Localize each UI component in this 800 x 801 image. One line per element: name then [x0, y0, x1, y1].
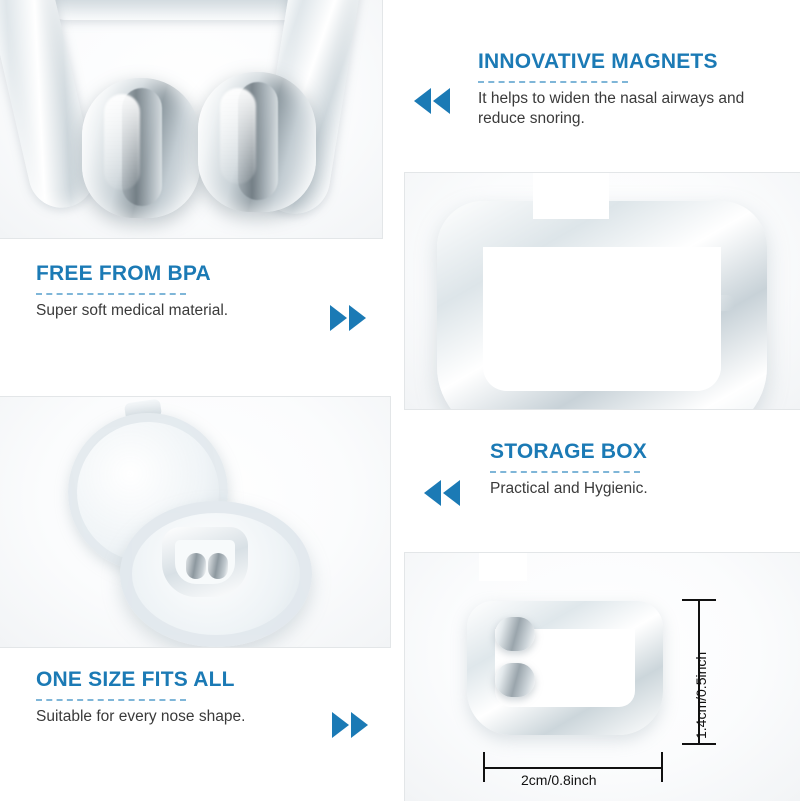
nose-clip-body	[437, 201, 767, 410]
triangle-left-icon	[433, 88, 450, 114]
headline-free-from-bpa: FREE FROM BPA	[36, 262, 211, 285]
dimension-cap-right	[661, 752, 663, 782]
text-innovative-magnets	[478, 50, 778, 129]
text-one-size-fits-all	[36, 668, 366, 727]
photo-background	[405, 553, 800, 801]
magnet-pad-bottom	[495, 663, 535, 697]
magnet-highlight-left	[104, 94, 140, 190]
text-storage-box	[490, 440, 780, 499]
magnet-pad-top	[495, 617, 535, 651]
magnet-pad-right	[208, 553, 228, 579]
arrow-right-free-from-bpa	[330, 305, 366, 331]
triangle-left-icon	[414, 88, 431, 114]
subline-innovative-magnets: It helps to widen the nasal airways and reduce snoring.	[478, 90, 745, 128]
subline-one-size-fits-all: Suitable for every nose shape.	[36, 708, 246, 725]
magnet-pad-right	[198, 72, 316, 212]
photo-background	[405, 173, 800, 409]
subline-storage-box: Practical and Hygienic.	[490, 480, 648, 497]
headline-innovative-magnets: INNOVATIVE MAGNETS	[478, 50, 718, 73]
photo-clip-full	[404, 172, 800, 410]
dimension-label-height: 1.4cm/0.5inch	[693, 651, 709, 739]
nose-clip-body	[467, 601, 663, 735]
photo-clip-dimensions	[404, 552, 800, 801]
arrow-left-storage-box	[424, 480, 460, 506]
dimension-cap-bottom	[682, 743, 716, 745]
headline-one-size-fits-all: ONE SIZE FITS ALL	[36, 668, 235, 691]
divider-storage-box	[490, 471, 640, 473]
text-free-from-bpa	[36, 262, 356, 321]
clip-opening	[533, 173, 609, 219]
photo-background	[0, 397, 390, 647]
magnet-pad-left	[82, 78, 200, 218]
divider-one-size-fits-all	[36, 699, 186, 701]
triangle-left-icon	[443, 480, 460, 506]
photo-storage-box	[0, 396, 391, 648]
triangle-right-icon	[332, 712, 349, 738]
triangle-right-icon	[349, 305, 366, 331]
clip-highlight	[545, 295, 735, 311]
photo-background	[0, 0, 382, 238]
headline-storage-box: STORAGE BOX	[490, 440, 648, 463]
triangle-right-icon	[330, 305, 347, 331]
subline-free-from-bpa: Super soft medical material.	[36, 302, 229, 319]
magnet-pad-left	[186, 553, 206, 579]
triangle-right-icon	[351, 712, 368, 738]
dimension-label-width: 2cm/0.8inch	[521, 772, 597, 788]
dimension-cap-left	[483, 752, 485, 782]
divider-innovative-magnets	[478, 81, 628, 83]
magnet-highlight-right	[220, 88, 256, 184]
divider-free-from-bpa	[36, 293, 186, 295]
clip-opening	[479, 553, 527, 581]
arrow-left-innovative-magnets	[414, 88, 450, 114]
dimension-line-width	[483, 767, 663, 769]
photo-magnet-closeup	[0, 0, 383, 239]
dimension-cap-top	[682, 599, 716, 601]
triangle-left-icon	[424, 480, 441, 506]
arrow-right-one-size-fits-all	[332, 712, 368, 738]
